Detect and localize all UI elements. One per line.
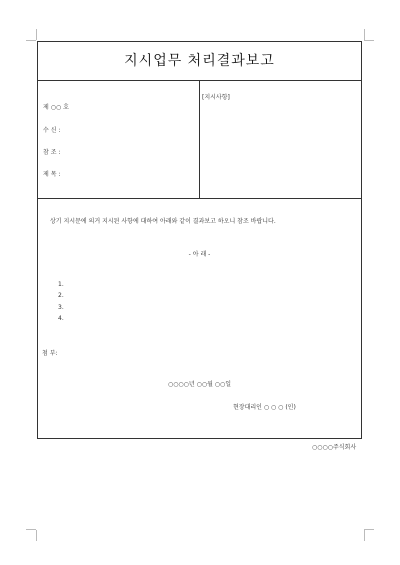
crop-mark <box>36 29 37 40</box>
subject-field: 제 목 : <box>43 171 61 178</box>
report-date: ○○○○년 ○○월 ○○일 <box>167 381 232 388</box>
signer-line: 현장대리인 ○ ○ ○ (인) <box>233 404 296 411</box>
crop-mark <box>36 530 37 541</box>
title-row <box>38 42 361 81</box>
crop-mark <box>364 529 374 530</box>
crop-mark <box>26 529 36 530</box>
document-number: 제 ○○ 호 <box>43 104 69 111</box>
list-item: 3. <box>58 304 64 311</box>
crop-mark <box>364 29 365 40</box>
recipient-field: 수 신 : <box>43 127 61 134</box>
directive-box <box>200 81 361 199</box>
list-item: 2. <box>58 292 64 299</box>
crop-mark <box>364 40 374 41</box>
directive-label: [지시사항] <box>202 94 230 101</box>
list-item: 4. <box>58 315 64 322</box>
header-fields <box>38 81 200 199</box>
attachment-label: 첨 부: <box>42 350 58 357</box>
section-heading: - 아 래 - <box>188 251 211 258</box>
crop-mark <box>26 40 36 41</box>
crop-mark <box>364 530 365 541</box>
company-name: ○○○○주식회사 <box>312 444 357 451</box>
body-text: 상기 지시문에 의거 지시된 사항에 대하여 아래와 같이 결과보고 하오니 참조 바랍니다. <box>50 218 276 225</box>
reference-field: 참 조 : <box>43 149 61 156</box>
list-item: 1. <box>58 281 64 288</box>
report-form <box>37 41 362 439</box>
document-title: 지시업무 처리결과보고 <box>124 53 275 69</box>
